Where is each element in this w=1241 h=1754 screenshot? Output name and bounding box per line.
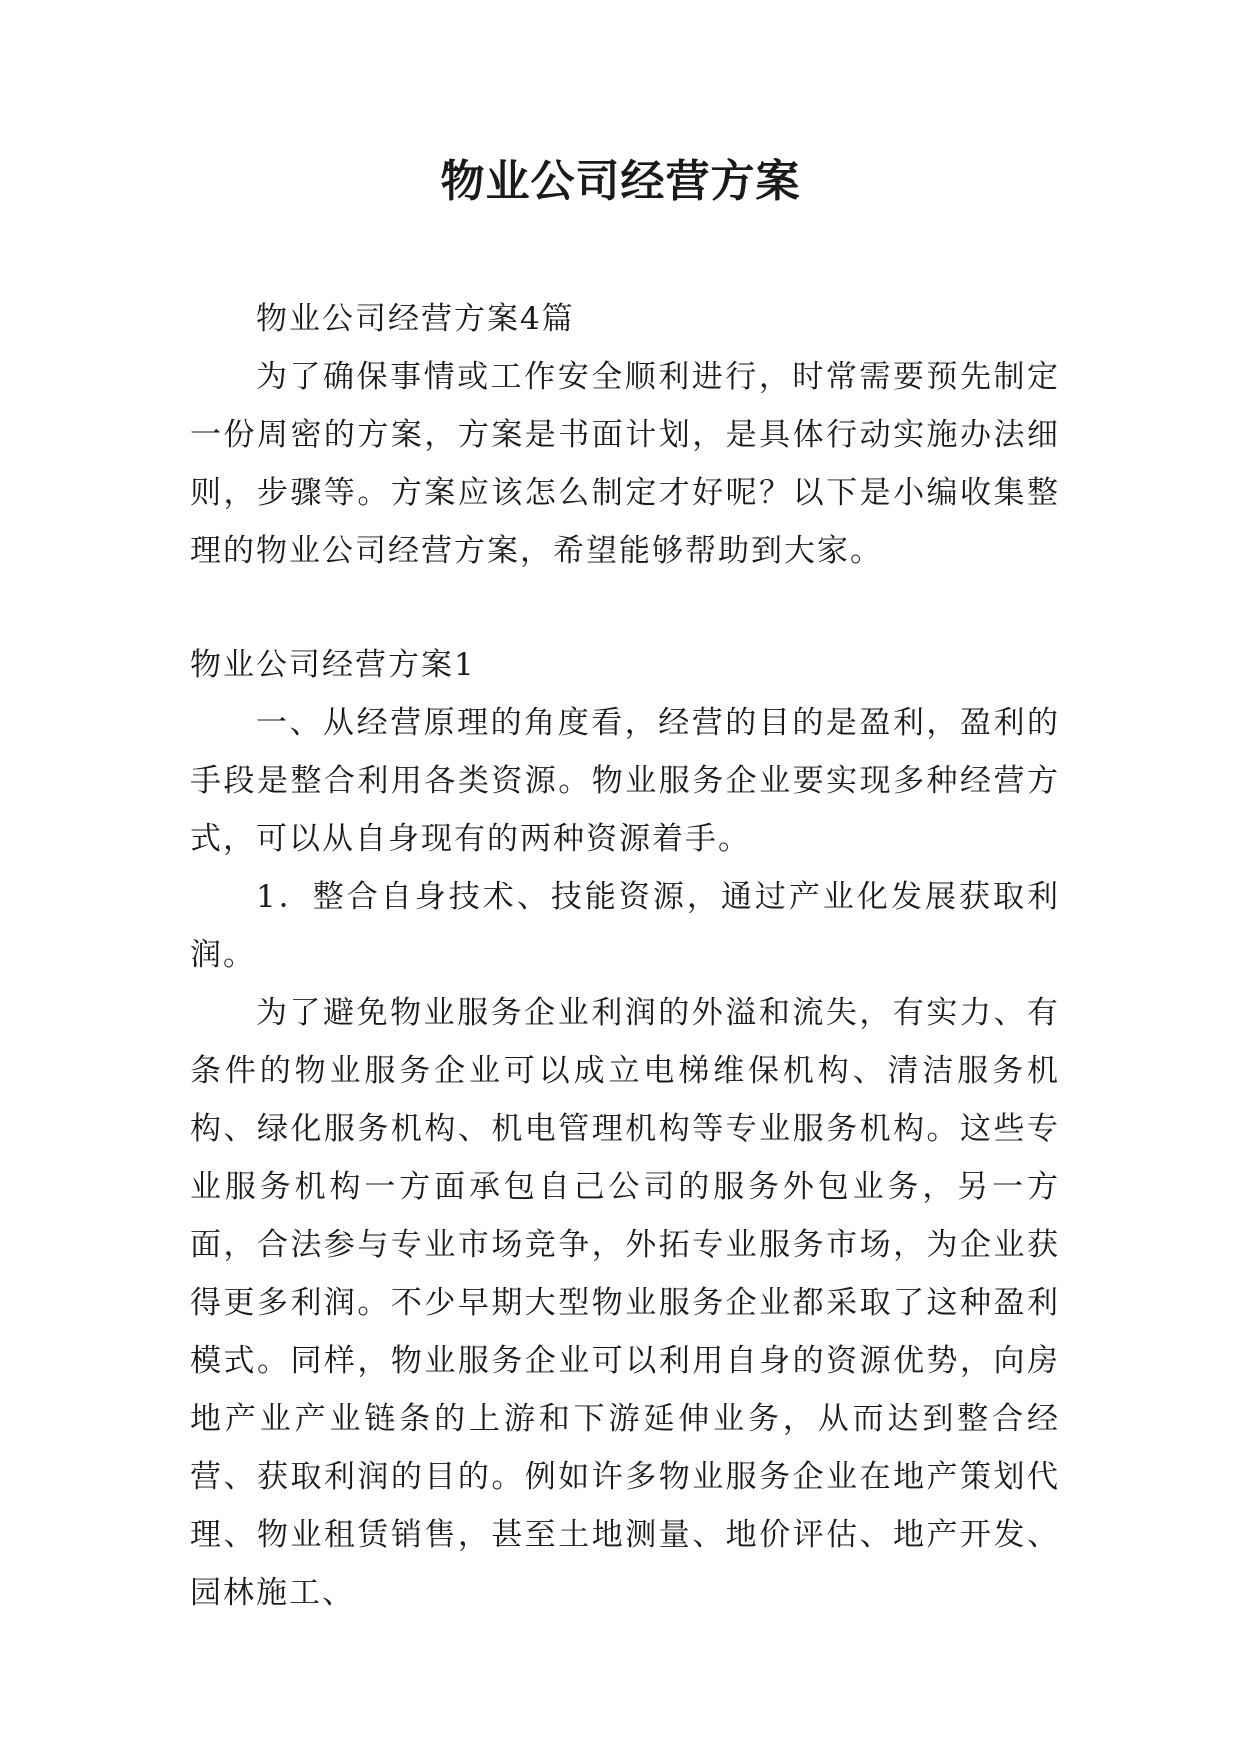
body-paragraph: 一、从经营原理的角度看，经营的目的是盈利，盈利的手段是整合利用各类资源。物业服务企业要实现多种经营方式，可以从自身现有的两种资源着手。 — [190, 705, 1060, 857]
subtitle-paragraph: 物业公司经营方案4篇 — [256, 301, 575, 337]
document-title: 物业公司经营方案 — [440, 156, 801, 207]
document-body — [190, 290, 1060, 1622]
section-heading: 物业公司经营方案1 — [190, 647, 476, 683]
body-paragraph: 为了避免物业服务企业利润的外溢和流失，有实力、有条件的物业服务企业可以成立电梯维保机构、清洁服务机构、绿化服务机构、机电管理机构等专业服务机构。这些专业服务机构一方面承包自己公司的服务外包业务，另一方面，合法参与专业市场竞争，外拓专业服务市场，为企业获得更多利润。不少早期大型物业服务企业都采取了这种盈利模式。同样，物业服务企业可以利用自身的资源优势，向房地产业产业链条的上游和下游延伸业务，从而达到整合经营、获取利润的目的。例如许多物业服务企业在地产策划代理、物业租赁销售，甚至土地测量、地价评估、地产开发、园林施工、 — [190, 995, 1060, 1611]
intro-paragraph: 为了确保事情或工作安全顺利进行，时常需要预先制定一份周密的方案，方案是书面计划，是具体行动实施办法细则，步骤等。方案应该怎么制定才好呢？以下是小编收集整理的物业公司经营方案，希望能够帮助到大家。 — [190, 359, 1060, 569]
numbered-item: 1．整合自身技术、技能资源，通过产业化发展获取利润。 — [190, 879, 1060, 973]
